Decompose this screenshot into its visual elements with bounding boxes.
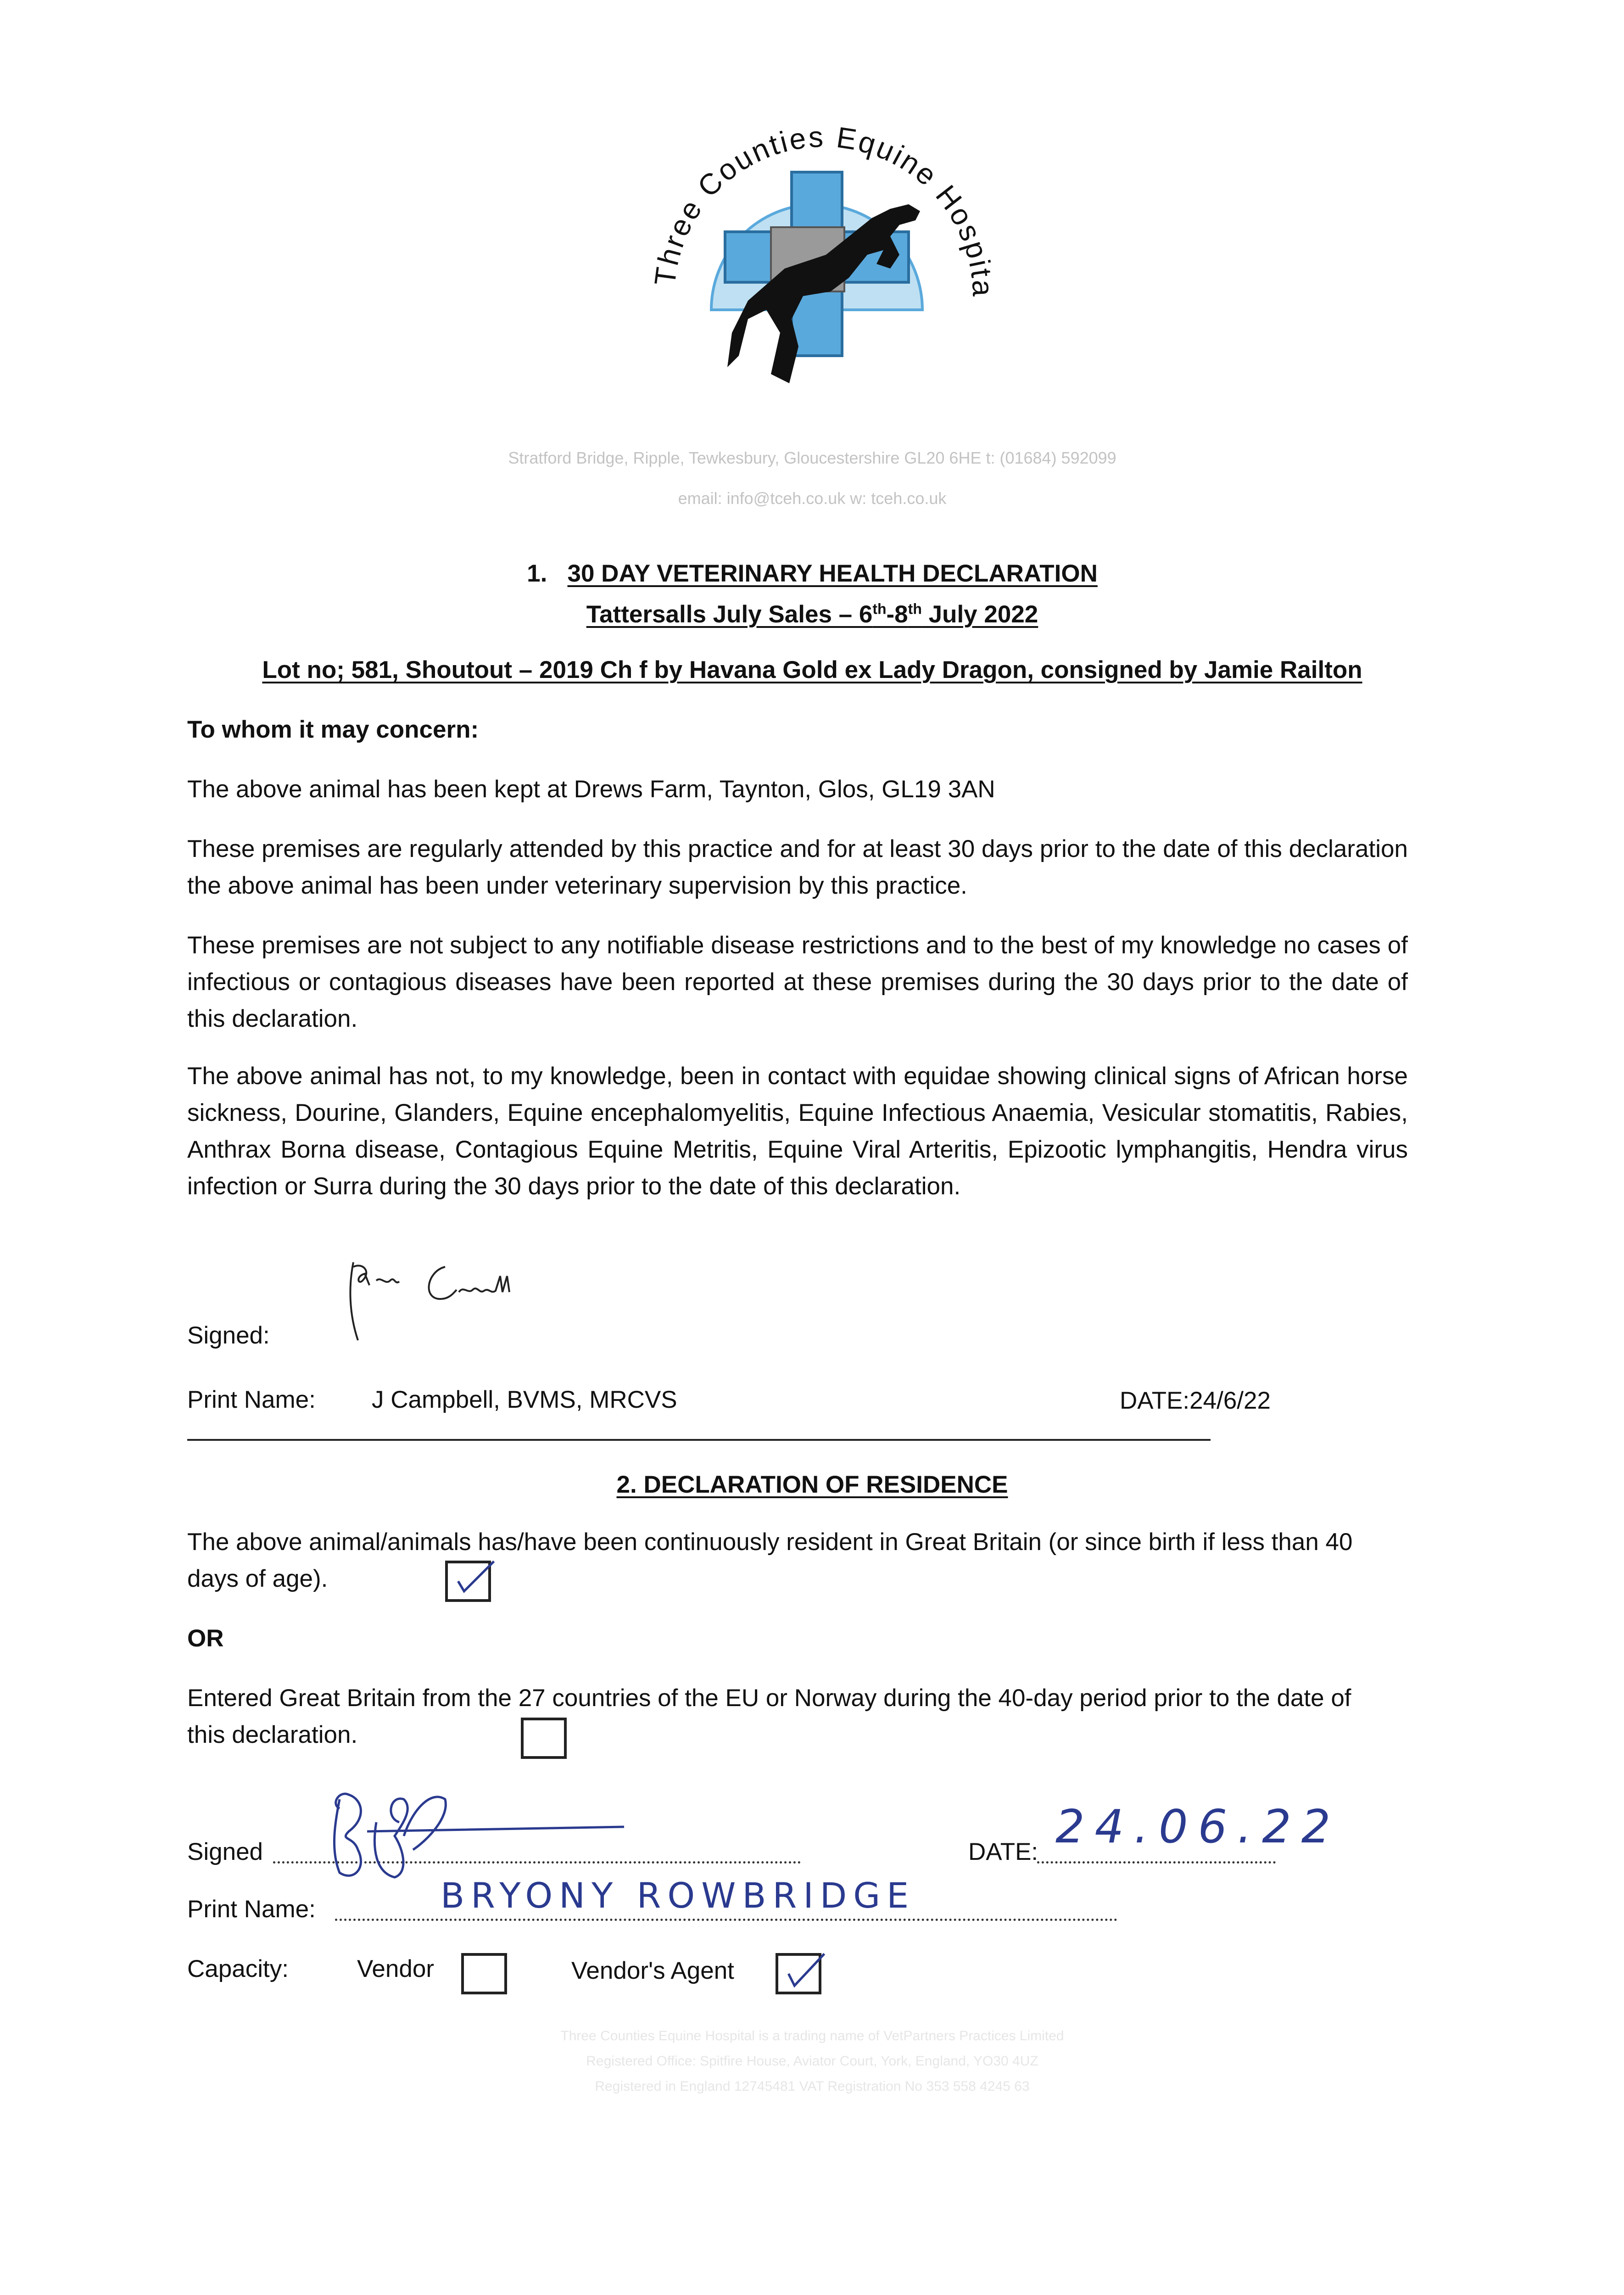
print-name-value-2: BRYONY ROWBRIDGE [441,1875,915,1916]
paragraph-disease-contact: The above animal has not, to my knowledge, been in contact with equidae showing clinical signs of African horse sickness, Dourine, Glanders, Equine encephalomyelitis, Equine Infectious Anaemia, Vesicular stomatitis, Rabies, Anthrax Borna disease, Contagious Equine Metritis, Equine Viral Arteritis, Epizootic lymphangitis, Hendra virus infection or Surra during the 30 days prior to the date of this declaration. [187,1063,1408,1200]
checkmark-icon [448,1563,488,1599]
section1-title [413,555,1211,592]
checkmark-icon [778,1956,819,1992]
paragraph-supervision: These premises are regularly attended by this practice and for at least 30 days prior to the date of this declaration the above animal has been under veterinary supervision by this practice. [187,835,1408,899]
vendors-agent-checkbox[interactable] [776,1953,821,1994]
paragraph-premises-address: The above animal has been kept at Drews Farm, Taynton, Glos, GL19 3AN [187,776,995,803]
vendors-agent-label: Vendor's Agent [571,1957,734,1984]
print-name-dotted-line-2 [335,1919,1117,1921]
section1-subtitle [413,590,1211,633]
subtitle-mid: -8 [886,600,908,628]
section1-number: 1. [527,560,547,587]
signature-vet-graphic [344,1248,537,1349]
contact-line: email: info@tceh.co.uk w: tceh.co.uk [678,489,947,508]
signed-label-2: Signed [187,1838,263,1865]
salutation: To whom it may concern: [187,716,479,743]
signature-agent-graphic [312,1781,642,1886]
date-value-1: 24/6/22 [1189,1387,1271,1414]
subtitle-sup1: th [872,600,887,617]
subtitle-prefix: Tattersalls July Sales – 6 [586,600,873,628]
capacity-label: Capacity: [187,1955,289,1982]
date-label-2: DATE: [968,1838,1038,1865]
date-1 [1120,1383,1271,1419]
logo-graphic [633,117,996,411]
date-value-2: 24.06.22 [1055,1800,1341,1853]
subtitle-text [586,601,1038,628]
logo-arc-text: Three Counties Equine Hospit [648,120,996,288]
section-divider [187,1439,1211,1441]
signature-agent [312,1781,642,1886]
subtitle-suffix: July 2022 [921,600,1038,628]
date-label-1: DATE: [1120,1387,1190,1414]
date-dotted-line-2 [1037,1861,1276,1864]
print-name-label-1: Print Name: [187,1386,316,1413]
residence-option2-text: Entered Great Britain from the 27 countries of the EU or Norway during the 40-day period prior to the date of this declaration. [187,1685,1351,1748]
section2-title: 2. DECLARATION OF RESIDENCE [616,1471,1008,1498]
footer-line-1: Three Counties Equine Hospital is a trading name of VetPartners Practices Limited [560,2028,1064,2043]
print-name-label-2: Print Name: [187,1896,316,1923]
residence-option1-checkbox[interactable] [445,1561,491,1602]
or-label: OR [187,1625,224,1652]
subtitle-sup2: th [908,600,922,617]
signature-vet [344,1248,537,1349]
signed-label-1: Signed: [187,1322,270,1349]
vendor-label: Vendor [357,1955,434,1982]
print-name-value-1: J Campbell, BVMS, MRCVS [372,1386,677,1413]
residence-option1-text: The above animal/animals has/have been continuously resident in Great Britain (or since birth if less than 40 days of age). [187,1528,1353,1592]
paragraph-restrictions: These premises are not subject to any notifiable disease restrictions and to the best of my knowledge no cases of infectious or contagious diseases have been reported at these premises during the 30 days prior to the date of this declaration. [187,932,1408,1032]
vendor-checkbox[interactable] [461,1953,507,1994]
section1-title-text: 30 DAY VETERINARY HEALTH DECLARATION [567,560,1098,587]
footer-line-2: Registered Office: Spitfire House, Aviator Court, York, England, YO30 4UZ [586,2054,1038,2069]
footer-line-3: Registered in England 12745481 VAT Registration No 353 558 4245 63 [595,2079,1030,2094]
address-line: Stratford Bridge, Ripple, Tewkesbury, Gloucestershire GL20 6HE t: (01684) 592099 [508,448,1116,467]
hospital-logo [633,117,996,411]
residence-option2-checkbox[interactable] [521,1718,567,1759]
lot-line: Lot no; 581, Shoutout – 2019 Ch f by Havana Gold ex Lady Dragon, consigned by Jamie Railton [262,656,1362,683]
